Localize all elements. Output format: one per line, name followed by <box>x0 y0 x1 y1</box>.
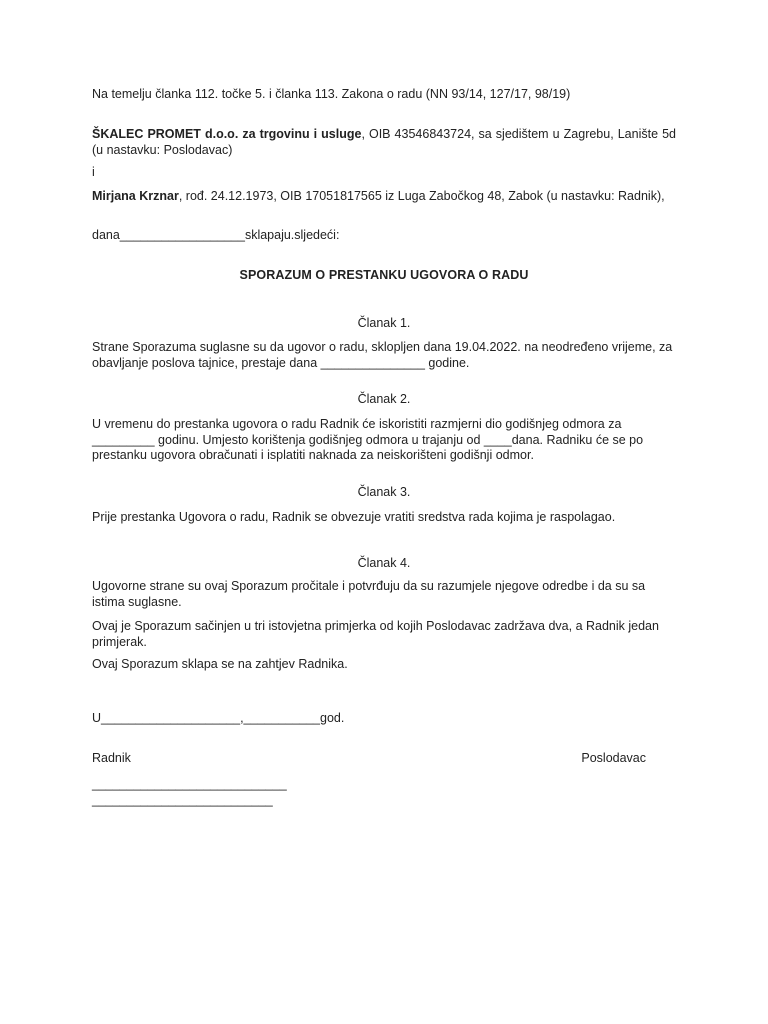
article-paragraph: U vremenu do prestanka ugovora o radu Radnik će iskoristiti razmjerni dio godišnjeg odmora za _________ godinu. Umjesto korištenja godišnjeg odmora u trajanju od ____dana. Radniku će se po prestanku ugovora obračunati i isplatiti naknada za neiskorišteni godišnji odmor. <box>92 417 644 462</box>
article-heading: Članak 2. <box>357 392 411 406</box>
document-title: SPORAZUM O PRESTANKU UGOVORA O RADU <box>239 268 529 282</box>
document-page <box>92 0 676 1024</box>
employee-signature-label: Radnik <box>92 751 131 765</box>
signature-line: __________________________ <box>92 793 273 807</box>
preamble: Na temelju članka 112. točke 5. i članka 113. Zakona o radu (NN 93/14, 127/17, 98/19) <box>92 87 571 101</box>
article-paragraph: Prije prestanka Ugovora o radu, Radnik se obvezuje vratiti sredstva rada kojima je raspolagao. <box>92 510 616 524</box>
signature-line: ____________________________ <box>92 777 287 791</box>
article-paragraph: Strane Sporazuma suglasne su da ugovor o radu, sklopljen dana 19.04.2022. na neodređeno vrijeme, za obavljanje poslova tajnice, prestaje dana _______________ godine. <box>92 340 673 370</box>
employer-signature-label: Poslodavac <box>581 751 646 765</box>
article-paragraph: Ovaj je Sporazum sačinjen u tri istovjetna primjerka od kojih Poslodavac zadržava dva, a Radnik jedan primjerak. <box>92 619 659 649</box>
article-heading: Članak 1. <box>357 316 411 330</box>
date-line: dana__________________sklapaju.sljedeći: <box>92 228 340 242</box>
employee-details: , rođ. 24.12.1973, OIB 17051817565 iz Luga Zabočkog 48, Zabok (u nastavku: Radnik), <box>178 189 665 203</box>
article-paragraph: Ugovorne strane su ovaj Sporazum pročitale i potvrđuju da su razumjele njegove odredbe i da su sa istima suglasne. <box>92 579 646 609</box>
conjunction: i <box>92 165 95 179</box>
article-heading: Članak 4. <box>357 556 411 570</box>
employee-paragraph <box>92 189 676 205</box>
employer-details: , OIB 43546843724, sa sjedištem u Zagrebu, Lanište 5d (u nastavku: Poslodavac) <box>92 127 676 157</box>
article-heading: Članak 3. <box>357 485 411 499</box>
article-paragraph: Ovaj Sporazum sklapa se na zahtjev Radnika. <box>92 657 348 671</box>
employee-name: Mirjana Krznar <box>92 189 179 203</box>
place-date-line: U____________________,___________god. <box>92 711 345 725</box>
employer-paragraph <box>92 127 676 158</box>
employer-name: ŠKALEC PROMET d.o.o. za trgovinu i usluge <box>92 127 362 141</box>
signature-labels <box>92 751 676 767</box>
